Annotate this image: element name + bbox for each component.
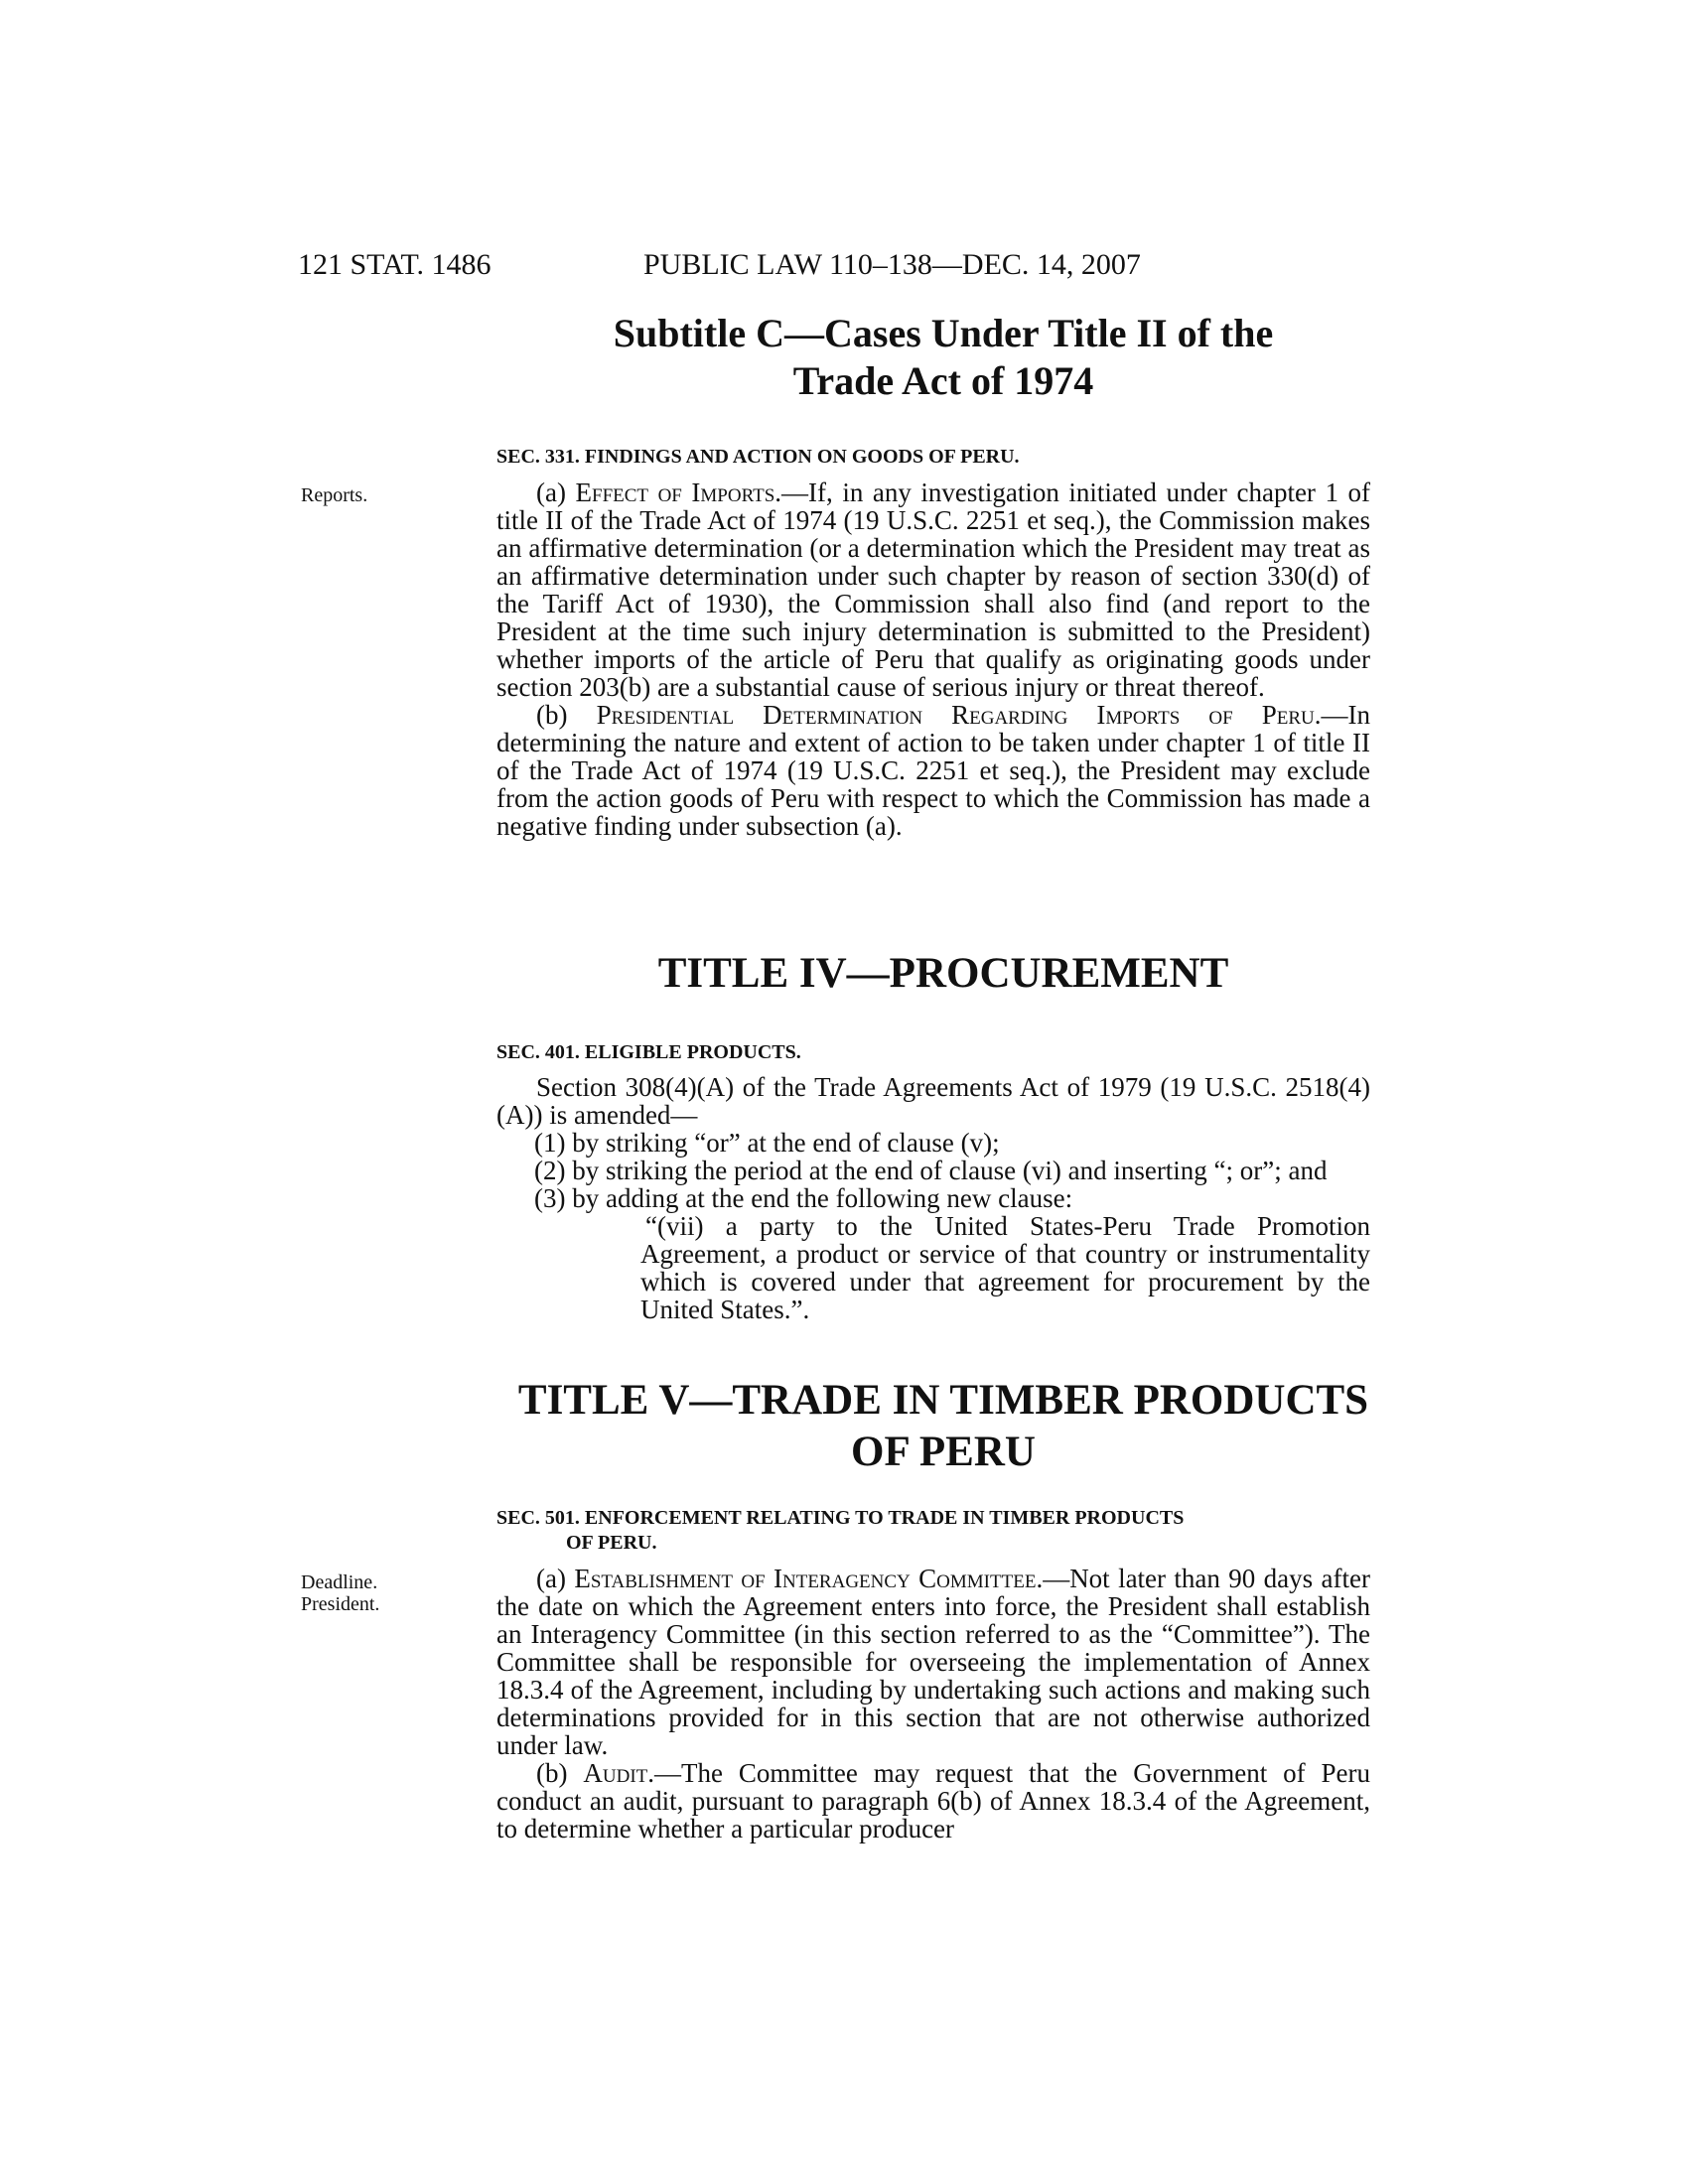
sec-331-heading: SEC. 331. FINDINGS AND ACTION ON GOODS OF PERU.: [496, 446, 1020, 468]
public-law-reference: PUBLIC LAW 110–138—DEC. 14, 2007: [643, 248, 1141, 281]
sec-501-subsection-b: [496, 1759, 1370, 1843]
subsection-text: .—Not later than 90 days after the date on which the Agreement enters into force, the President shall establish an Interagency Committee (in this section referred to as the “Committee”). The Committee shall be responsible for overseeing the implementation of Annex 18.3.4 of the Agreement, including by undertaking such actions and making such determinations provided for in this section that are not otherwise authorized under law.: [496, 1564, 1371, 1760]
sec-501-heading-line-1: SEC. 501. ENFORCEMENT RELATING TO TRADE IN TIMBER PRODUCTS: [496, 1507, 1185, 1529]
sec-501-subsection-a: [496, 1565, 1370, 1759]
sec-401-item-2: (2) by striking the period at the end of clause (vi) and inserting “; or”; and: [534, 1156, 1328, 1185]
sec-501-body: [496, 1565, 1370, 1843]
sec-501-heading-line-2: OF PERU.: [566, 1532, 657, 1554]
sec-401-intro: Section 308(4)(A) of the Trade Agreements Act of 1979 (19 U.S.C. 2518(4)(A)) is amended—: [496, 1072, 1370, 1130]
subsection-caption: Establishment of Interagency Committee: [574, 1564, 1037, 1593]
sec-401-item-3: (3) by adding at the end the following new clause:: [534, 1183, 1073, 1213]
subsection-label: (a): [536, 478, 576, 507]
title-iv-heading: TITLE IV—PROCUREMENT: [657, 950, 1229, 997]
title-v-line-1: TITLE V—TRADE IN TIMBER PRODUCTS: [517, 1377, 1369, 1424]
sec-401-item-1: (1) by striking “or” at the end of clause (v);: [534, 1128, 1000, 1158]
sec-401-heading: SEC. 401. ELIGIBLE PRODUCTS.: [496, 1041, 801, 1063]
subsection-label: (a): [536, 1564, 575, 1593]
subtitle-line-2: Trade Act of 1974: [792, 358, 1094, 403]
subsection-text: .—In determining the nature and extent of action to be taken under chapter 1 of title II of the Trade Act of 1974 (19 U.S.C. 2251 et seq.), the President may exclude from the action goods of Peru with respect to which the Commission has made a negative finding under subsection (a).: [496, 700, 1370, 841]
subtitle-c-heading: [496, 310, 1390, 405]
title-v-line-2: OF PERU: [851, 1429, 1036, 1475]
subsection-label: (b): [536, 700, 597, 730]
subsection-label: (b): [536, 1758, 584, 1788]
subsection-text: .—The Committee may request that the Government of Peru conduct an audit, pursuant to paragraph 6(b) of Annex 18.3.4 of the Agreement, to determine whether a particular producer: [496, 1758, 1370, 1843]
subsection-caption: Presidential Determination Regarding Imports of Peru: [596, 700, 1315, 730]
stat-reference: 121 STAT. 1486: [298, 248, 492, 281]
title-v-heading: [496, 1375, 1390, 1478]
margin-note-deadline: Deadline.: [301, 1571, 378, 1593]
margin-note-deadline-president: [301, 1571, 430, 1615]
sec-401-new-clause: “(vii) a party to the United States-Peru Trade Promotion Agreement, a product or service of that country or instrumentality which is covered under that agreement for procurement by the United States.”.: [640, 1211, 1370, 1324]
running-head: [298, 248, 1489, 290]
subsection-caption: Effect of Imports: [575, 478, 775, 507]
subtitle-line-1: Subtitle C—Cases Under Title II of the: [613, 311, 1274, 355]
margin-note-reports: Reports.: [301, 484, 368, 506]
sec-331-body: [496, 478, 1370, 840]
sec-401-body: [496, 1073, 1370, 1323]
sec-501-heading: [496, 1506, 1370, 1556]
sec-331-subsection-b: [496, 701, 1370, 840]
sec-331-subsection-a: [496, 478, 1370, 701]
margin-note-president: President.: [301, 1593, 380, 1615]
subsection-caption: Audit: [583, 1758, 648, 1788]
subsection-text: .—If, in any investigation initiated under chapter 1 of title II of the Trade Act of 1974 (19 U.S.C. 2251 et seq.), the Commission makes an affirmative determination (or a determination which the President may treat as an affirmative determination under such chapter by reason of section 330(d) of the Tariff Act of 1930), the Commission shall also find (and report to the President at the time such injury determination is submitted to the President) whether imports of the article of Peru that qualify as originating goods under section 203(b) are a substantial cause of serious injury or threat thereof.: [496, 478, 1370, 702]
